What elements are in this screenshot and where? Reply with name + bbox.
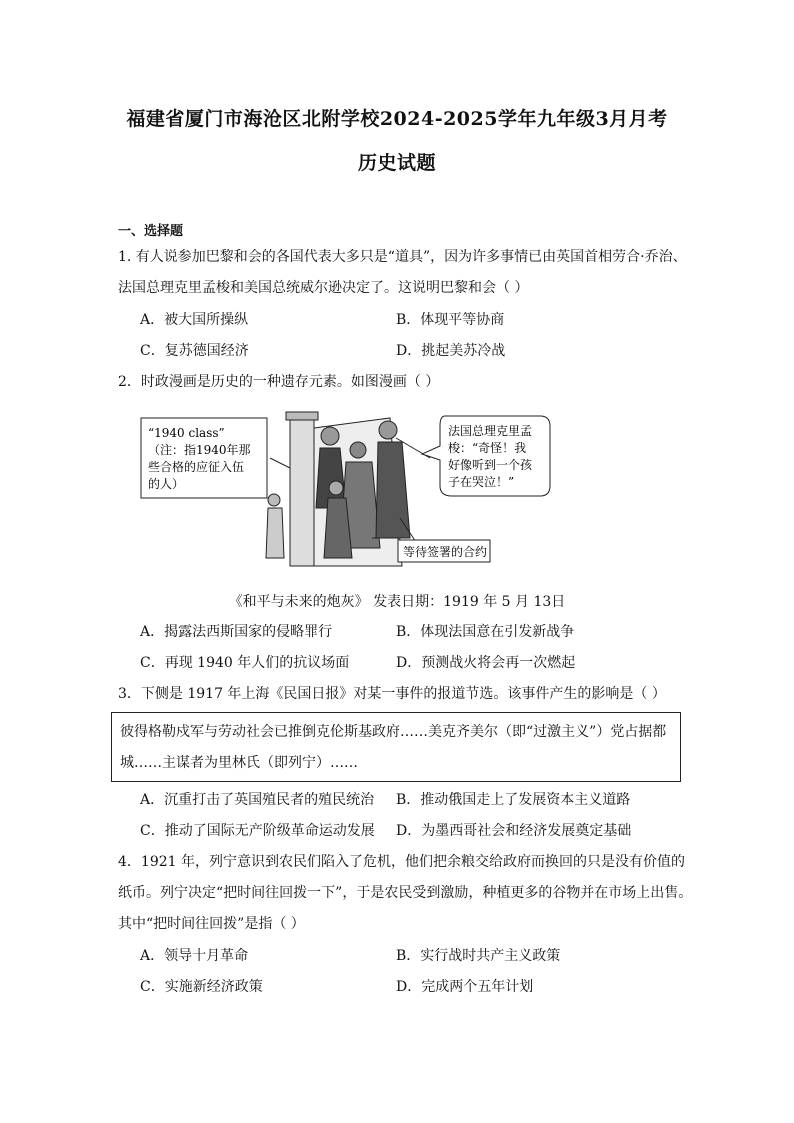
cartoon-balloon-4: 子在哭泣！” — [448, 475, 515, 489]
q2-option-b[interactable]: B．体现法国意在引发新战争 — [396, 624, 575, 640]
exam-title: 福建省厦门市海沧区北附学校2024-2025学年九年级3月月考 — [126, 108, 668, 130]
cartoon-note-left-3: 些合格的应征入伍 — [148, 460, 245, 474]
cartoon-balloon-2: 梭：“奇怪！我 — [448, 441, 527, 455]
q4-stem-line3: 其中“把时间往回拨”是指（ ） — [118, 916, 305, 932]
q4-option-b[interactable]: B．实行战时共产主义政策 — [396, 948, 561, 964]
cartoon-balloon-3: 好像听到一个孩 — [448, 458, 533, 472]
cartoon-caption: 《和平与未来的炮灰》 发表日期：1919 年 5 月 13日 — [228, 594, 566, 610]
q1-option-d[interactable]: D．挑起美苏冷战 — [396, 343, 506, 359]
q2-stem: 2．时政漫画是历史的一种遗存元素。如图漫画（ ） — [118, 374, 440, 390]
exam-subtitle: 历史试题 — [357, 152, 436, 174]
cartoon-note-left-1: “1940 class” — [148, 426, 225, 440]
q2-option-a[interactable]: A．揭露法西斯国家的侵略罪行 — [140, 624, 333, 640]
q4-stem-line2: 纸币。列宁决定“把时间往回拨一下”，于是农民受到激励，种植更多的谷物并在市场上出售。 — [118, 885, 693, 901]
q3-quote-line2: 城……主谋者为里林氏（即列宁）…… — [120, 755, 358, 771]
q4-option-a[interactable]: A．领导十月革命 — [140, 948, 249, 964]
cartoon-balloon-1: 法国总理克里孟 — [448, 424, 533, 438]
q2-option-d[interactable]: D．预测战火将会再一次燃起 — [396, 655, 576, 671]
section-heading: 一、选择题 — [118, 224, 184, 239]
cartoon-note-left-2: （注：指1940年那 — [148, 443, 251, 457]
q3-option-c[interactable]: C．推动了国际无产阶级革命运动发展 — [140, 823, 375, 839]
q2-option-c[interactable]: C．再现 1940 年人们的抗议场面 — [140, 655, 350, 671]
q1-option-a[interactable]: A．被大国所操纵 — [140, 312, 249, 328]
q4-option-d[interactable]: D．完成两个五年计划 — [396, 979, 534, 995]
cartoon-label-treaty: 等待签署的合约 — [403, 545, 488, 559]
q3-quote-box — [111, 712, 681, 782]
q3-option-a[interactable]: A．沉重打击了英国殖民者的殖民统治 — [140, 792, 375, 808]
q1-option-c[interactable]: C．复苏德国经济 — [140, 343, 249, 359]
q1-stem-line1: 1. 有人说参加巴黎和会的各国代表大多只是“道具”，因为许多事情已由英国首相劳合·乔治、 — [118, 249, 687, 265]
q4-option-c[interactable]: C．实施新经济政策 — [140, 979, 263, 995]
q1-option-b[interactable]: B．体现平等协商 — [396, 312, 505, 328]
q4-stem-line1: 4．1921 年，列宁意识到农民们陷入了危机，他们把余粮交给政府而换回的只是没有价值的 — [118, 854, 685, 870]
political-cartoon — [140, 408, 552, 576]
q1-stem-line2: 法国总理克里孟梭和美国总统威尔逊决定了。这说明巴黎和会（ ） — [118, 280, 529, 296]
cartoon-note-left-4: 的人） — [148, 477, 185, 491]
q3-stem: 3．下侧是 1917 年上海《民国日报》对某一事件的报道节选。该事件产生的影响是（ ） — [118, 686, 666, 702]
q3-option-b[interactable]: B．推动俄国走上了发展资本主义道路 — [396, 792, 631, 808]
q3-option-d[interactable]: D．为墨西哥社会和经济发展奠定基础 — [396, 823, 632, 839]
q3-quote-line1: 彼得格勒戍军与劳动社会已推倒克伦斯基政府……美克齐美尔（即“过激主义”）党占据都 — [120, 724, 667, 740]
